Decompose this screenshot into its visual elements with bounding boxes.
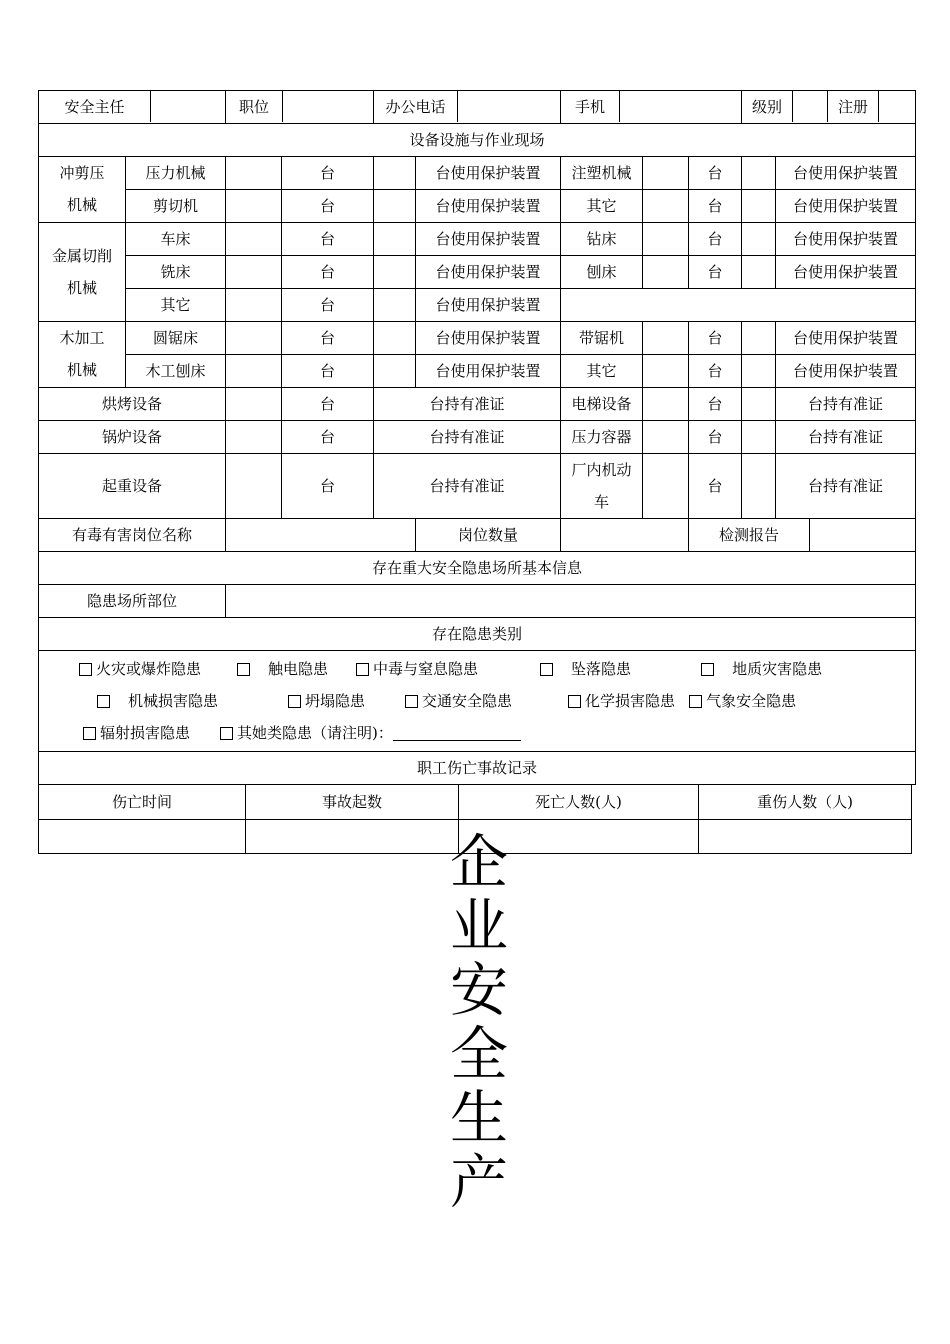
- level-value[interactable]: [793, 91, 828, 122]
- guard-count-input[interactable]: [374, 354, 416, 387]
- permit-label: 台持有准证: [374, 387, 561, 420]
- unit-label: 台: [689, 156, 742, 189]
- unit-label: 台: [689, 420, 742, 453]
- checkbox-icon: [405, 695, 418, 708]
- serious-injuries-input[interactable]: [699, 819, 912, 854]
- toxic-post-name-input[interactable]: [226, 518, 416, 551]
- permit-label: 台持有准证: [776, 453, 916, 518]
- unit-label: 台: [282, 453, 374, 518]
- checkbox-radiation[interactable]: 辐射损害隐患: [83, 722, 190, 743]
- equipment-table: [38, 90, 916, 785]
- equip-boiler: 锅炉设备: [39, 420, 226, 453]
- test-report-input[interactable]: [810, 518, 916, 551]
- unit-label: 台: [689, 321, 742, 354]
- toxic-post-name-label: 有毒有害岗位名称: [39, 518, 226, 551]
- empty-cell: [561, 288, 916, 321]
- checkbox-icon: [701, 663, 714, 676]
- equip-planer: 刨床: [561, 255, 643, 288]
- guard-count-input[interactable]: [374, 156, 416, 189]
- qty-input[interactable]: [226, 387, 282, 420]
- vertical-title: [442, 830, 516, 1214]
- safety-director-label: 安全主任: [39, 91, 151, 122]
- position-value[interactable]: [283, 91, 373, 122]
- unit-label: 台: [282, 420, 374, 453]
- guard-count-input[interactable]: [742, 189, 776, 222]
- unit-label: 台: [689, 189, 742, 222]
- equip-other: 其它: [561, 189, 643, 222]
- guard-count-input[interactable]: [742, 255, 776, 288]
- hazard-location-label: 隐患场所部位: [39, 584, 226, 617]
- permit-label: 台持有准证: [776, 420, 916, 453]
- checkbox-mechanical[interactable]: 机械损害隐患: [97, 690, 218, 711]
- qty-input[interactable]: [226, 255, 282, 288]
- level-label: 级别: [742, 91, 793, 122]
- qty-input[interactable]: [643, 189, 689, 222]
- unit-label: 台: [689, 354, 742, 387]
- permit-count-input[interactable]: [742, 453, 776, 518]
- checkbox-fall[interactable]: 坠落隐患: [540, 658, 631, 679]
- unit-label: 台: [282, 189, 374, 222]
- guard-count-input[interactable]: [742, 354, 776, 387]
- guard-count-input[interactable]: [374, 222, 416, 255]
- guard-label: 台使用保护装置: [776, 255, 916, 288]
- checkbox-chemical[interactable]: 化学损害隐患: [568, 690, 675, 711]
- qty-input[interactable]: [226, 453, 282, 518]
- title-char: 产: [449, 1148, 508, 1216]
- qty-input[interactable]: [643, 321, 689, 354]
- equip-wood-planer: 木工刨床: [126, 354, 226, 387]
- casualty-time-input[interactable]: [39, 819, 246, 854]
- office-phone-label: 办公电话: [374, 91, 458, 122]
- safety-director-value[interactable]: [151, 91, 225, 122]
- unit-label: 台: [282, 354, 374, 387]
- group-woodworking: 木加工 机械: [39, 321, 126, 387]
- guard-label: 台使用保护装置: [416, 189, 561, 222]
- checkbox-icon: [79, 663, 92, 676]
- checkbox-icon: [220, 727, 233, 740]
- unit-label: 台: [282, 321, 374, 354]
- permit-label: 台持有准证: [776, 387, 916, 420]
- group-metal-cutting: 金属切削 机械: [39, 222, 126, 321]
- qty-input[interactable]: [643, 156, 689, 189]
- qty-input[interactable]: [226, 288, 282, 321]
- qty-input[interactable]: [226, 420, 282, 453]
- checkbox-icon: [540, 663, 553, 676]
- checkbox-other[interactable]: 其她类隐患（请注明)：: [220, 722, 393, 743]
- mobile-label: 手机: [561, 91, 620, 122]
- unit-label: 台: [282, 255, 374, 288]
- checkbox-icon: [97, 695, 110, 708]
- guard-label: 台使用保护装置: [416, 222, 561, 255]
- equip-shear: 剪切机: [126, 189, 226, 222]
- unit-label: 台: [282, 222, 374, 255]
- permit-count-input[interactable]: [742, 420, 776, 453]
- mobile-value[interactable]: [620, 91, 741, 122]
- guard-label: 台使用保护装置: [776, 354, 916, 387]
- hazard-category-title: 存在隐患类别: [39, 617, 916, 650]
- unit-label: 台: [689, 222, 742, 255]
- unit-label: 台: [282, 156, 374, 189]
- qty-input[interactable]: [226, 354, 282, 387]
- guard-count-input[interactable]: [742, 222, 776, 255]
- guard-label: 台使用保护装置: [416, 354, 561, 387]
- header-accident-count: 事故起数: [246, 784, 459, 819]
- guard-label: 台使用保护装置: [416, 288, 561, 321]
- hazard-options: [39, 650, 916, 751]
- checkbox-traffic[interactable]: 交通安全隐患: [405, 690, 512, 711]
- major-hazard-title: 存在重大安全隐患场所基本信息: [39, 551, 916, 584]
- title-char: 全: [449, 1020, 508, 1088]
- equip-press-machine: 压力机械: [126, 156, 226, 189]
- equip-pressure-vessel: 压力容器: [561, 420, 643, 453]
- qty-input[interactable]: [643, 354, 689, 387]
- qty-input[interactable]: [226, 189, 282, 222]
- header-casualty-time: 伤亡时间: [39, 784, 246, 819]
- equip-mill: 铣床: [126, 255, 226, 288]
- equip-lifting: 起重设备: [39, 453, 226, 518]
- guard-label: 台使用保护装置: [416, 321, 561, 354]
- checkbox-electric[interactable]: 触电隐患: [237, 658, 328, 679]
- other-hazard-input[interactable]: [393, 724, 521, 741]
- office-phone-value[interactable]: [458, 91, 560, 122]
- checkbox-fire[interactable]: 火灾或爆炸隐患: [79, 658, 201, 679]
- qty-input[interactable]: [226, 321, 282, 354]
- header-deaths: 死亡人数(人): [459, 784, 699, 819]
- unit-label: 台: [282, 288, 374, 321]
- unit-label: 台: [689, 255, 742, 288]
- qty-input[interactable]: [226, 222, 282, 255]
- qty-input[interactable]: [643, 387, 689, 420]
- position-label: 职位: [226, 91, 283, 122]
- qty-input[interactable]: [643, 453, 689, 518]
- guard-count-input[interactable]: [374, 321, 416, 354]
- header-serious-injuries: 重伤人数（人): [699, 784, 912, 819]
- accident-title: 职工伤亡事故记录: [39, 751, 916, 784]
- post-count-label: 岗位数量: [416, 518, 561, 551]
- test-report-label: 检测报告: [689, 518, 810, 551]
- title-char: 生: [449, 1084, 508, 1152]
- equipment-section-title: 设备设施与作业现场: [39, 123, 916, 156]
- permit-count-input[interactable]: [742, 387, 776, 420]
- checkbox-collapse[interactable]: 坍塌隐患: [288, 690, 365, 711]
- qty-input[interactable]: [226, 156, 282, 189]
- equip-elevator: 电梯设备: [561, 387, 643, 420]
- registration-value[interactable]: [879, 91, 915, 122]
- equip-lathe: 车床: [126, 222, 226, 255]
- hazard-location-input[interactable]: [226, 584, 916, 617]
- checkbox-weather[interactable]: 气象安全隐患: [689, 690, 796, 711]
- post-count-input[interactable]: [561, 518, 689, 551]
- checkbox-poison[interactable]: 中毒与窒息隐患: [356, 658, 478, 679]
- checkbox-icon: [356, 663, 369, 676]
- group-press: 冲剪压 机械: [39, 156, 126, 222]
- qty-input[interactable]: [643, 222, 689, 255]
- guard-count-input[interactable]: [374, 189, 416, 222]
- equip-other: 其它: [126, 288, 226, 321]
- permit-label: 台持有准证: [374, 420, 561, 453]
- qty-input[interactable]: [643, 255, 689, 288]
- equip-circular-saw: 圆锯床: [126, 321, 226, 354]
- guard-label: 台使用保护装置: [416, 255, 561, 288]
- title-char: 企: [449, 828, 508, 896]
- guard-count-input[interactable]: [374, 255, 416, 288]
- unit-label: 台: [689, 387, 742, 420]
- equip-in-plant-vehicle: 厂内机动 车: [561, 453, 643, 518]
- guard-count-input[interactable]: [742, 156, 776, 189]
- guard-label: 台使用保护装置: [776, 156, 916, 189]
- equip-injection-machine: 注塑机械: [561, 156, 643, 189]
- guard-count-input[interactable]: [742, 321, 776, 354]
- checkbox-icon: [288, 695, 301, 708]
- guard-label: 台使用保护装置: [416, 156, 561, 189]
- checkbox-icon: [689, 695, 702, 708]
- checkbox-icon: [237, 663, 250, 676]
- checkbox-icon: [83, 727, 96, 740]
- guard-count-input[interactable]: [374, 288, 416, 321]
- guard-label: 台使用保护装置: [776, 222, 916, 255]
- equip-oven: 烘烤设备: [39, 387, 226, 420]
- permit-label: 台持有准证: [374, 453, 561, 518]
- equip-drill: 钻床: [561, 222, 643, 255]
- equip-other: 其它: [561, 354, 643, 387]
- title-char: 安: [449, 956, 508, 1024]
- registration-label: 注册: [828, 91, 879, 122]
- unit-label: 台: [282, 387, 374, 420]
- guard-label: 台使用保护装置: [776, 321, 916, 354]
- header-row: [39, 91, 916, 124]
- qty-input[interactable]: [643, 420, 689, 453]
- safety-form: [38, 90, 911, 854]
- guard-label: 台使用保护装置: [776, 189, 916, 222]
- accident-count-input[interactable]: [246, 819, 459, 854]
- equip-band-saw: 带锯机: [561, 321, 643, 354]
- checkbox-icon: [568, 695, 581, 708]
- checkbox-geo[interactable]: 地质灾害隐患: [701, 658, 822, 679]
- title-char: 业: [449, 892, 508, 960]
- unit-label: 台: [689, 453, 742, 518]
